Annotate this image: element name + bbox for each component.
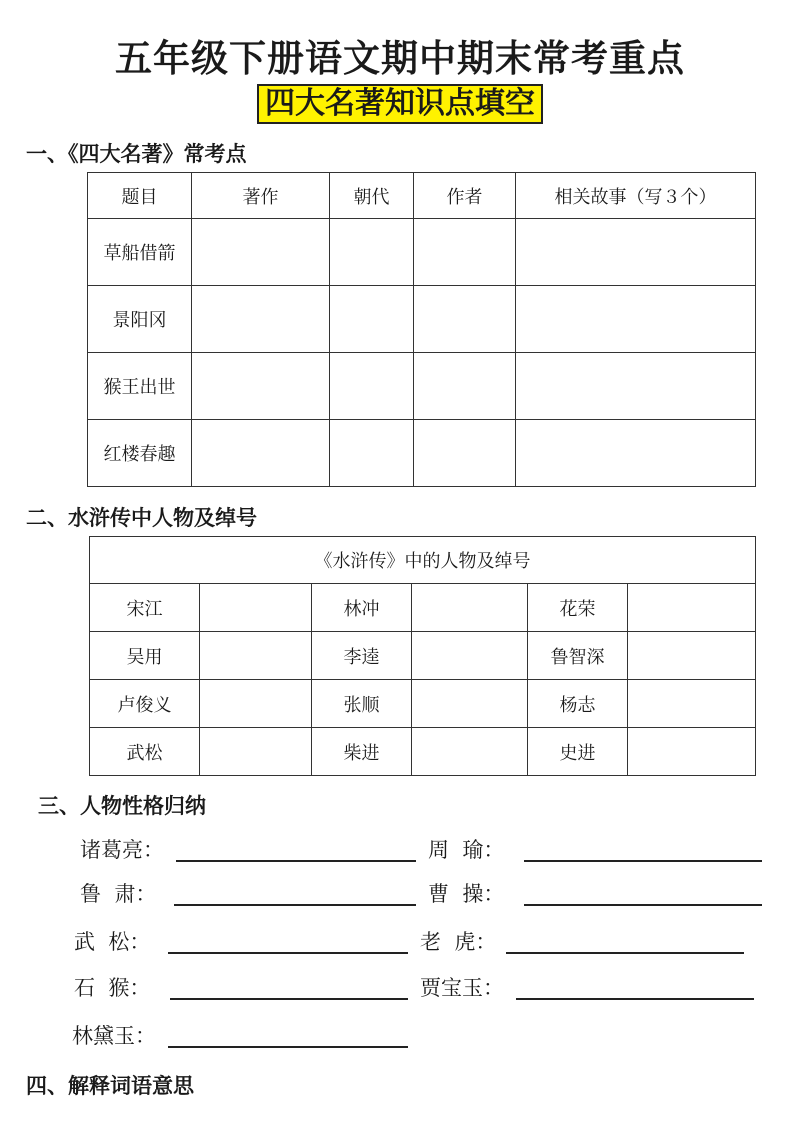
character-name: 鲁智深	[528, 632, 628, 680]
nickname-blank[interactable]	[412, 680, 528, 728]
blank-cell[interactable]	[414, 219, 516, 286]
answer-line[interactable]	[506, 952, 744, 954]
header-cell-dynasty: 朝代	[330, 173, 414, 219]
character-name: 卢俊义	[90, 680, 200, 728]
row-topic: 草船借箭	[88, 219, 192, 286]
trait-label: 林黛玉：	[72, 1024, 156, 1048]
table-row	[90, 632, 756, 680]
trait-row	[0, 878, 800, 910]
table-row	[88, 286, 756, 353]
character-name: 林冲	[312, 584, 412, 632]
trait-label: 武 松：	[74, 930, 151, 954]
blank-cell[interactable]	[330, 420, 414, 487]
answer-line[interactable]	[174, 904, 416, 906]
blank-cell[interactable]	[330, 219, 414, 286]
character-name: 张顺	[312, 680, 412, 728]
table-header-row	[88, 173, 756, 219]
answer-line[interactable]	[168, 1046, 408, 1048]
blank-cell[interactable]	[516, 353, 756, 420]
section1-heading: 一、《四大名著》常考点	[26, 141, 247, 166]
row-topic: 景阳冈	[88, 286, 192, 353]
trait-row	[0, 926, 800, 958]
header-cell-author: 作者	[414, 173, 516, 219]
nickname-blank[interactable]	[628, 728, 756, 776]
character-name: 吴用	[90, 632, 200, 680]
character-name: 花荣	[528, 584, 628, 632]
page-subtitle: 四大名著知识点填空	[257, 84, 543, 124]
trait-label: 周 瑜：	[428, 838, 505, 862]
section2-heading: 二、水浒传中人物及绰号	[26, 505, 257, 530]
blank-cell[interactable]	[516, 219, 756, 286]
water-margin-table	[89, 536, 756, 776]
trait-label: 老 虎：	[420, 930, 497, 954]
trait-label: 贾宝玉：	[420, 976, 504, 1000]
four-classics-table	[87, 172, 756, 487]
character-name: 宋江	[90, 584, 200, 632]
header-cell-stories: 相关故事（写３个）	[516, 173, 756, 219]
nickname-blank[interactable]	[200, 632, 312, 680]
blank-cell[interactable]	[330, 286, 414, 353]
header-cell-book: 著作	[192, 173, 330, 219]
character-name: 柴进	[312, 728, 412, 776]
blank-cell[interactable]	[414, 420, 516, 487]
nickname-blank[interactable]	[628, 584, 756, 632]
answer-line[interactable]	[176, 860, 416, 862]
table-caption: 《水浒传》中的人物及绰号	[90, 537, 756, 584]
blank-cell[interactable]	[192, 353, 330, 420]
trait-label: 曹 操：	[428, 882, 505, 906]
blank-cell[interactable]	[414, 286, 516, 353]
row-topic: 猴王出世	[88, 353, 192, 420]
table-row	[90, 584, 756, 632]
trait-label: 石 猴：	[74, 976, 151, 1000]
blank-cell[interactable]	[192, 286, 330, 353]
nickname-blank[interactable]	[412, 584, 528, 632]
section4-heading: 四、解释词语意思	[26, 1073, 194, 1098]
trait-label: 鲁 肃：	[80, 882, 157, 906]
answer-line[interactable]	[524, 904, 762, 906]
character-name: 武松	[90, 728, 200, 776]
trait-label: 诸葛亮：	[80, 838, 164, 862]
blank-cell[interactable]	[516, 420, 756, 487]
blank-cell[interactable]	[516, 286, 756, 353]
character-name: 李逵	[312, 632, 412, 680]
blank-cell[interactable]	[192, 219, 330, 286]
page-title: 五年级下册语文期中期末常考重点	[115, 36, 685, 80]
table-row	[90, 680, 756, 728]
table-row	[88, 420, 756, 487]
character-name: 史进	[528, 728, 628, 776]
nickname-blank[interactable]	[200, 680, 312, 728]
table-row	[88, 219, 756, 286]
answer-line[interactable]	[170, 998, 408, 1000]
answer-line[interactable]	[516, 998, 754, 1000]
nickname-blank[interactable]	[412, 728, 528, 776]
answer-line[interactable]	[168, 952, 408, 954]
character-name: 杨志	[528, 680, 628, 728]
blank-cell[interactable]	[330, 353, 414, 420]
table-row	[88, 353, 756, 420]
trait-row	[0, 972, 800, 1004]
section3-heading: 三、人物性格归纳	[38, 793, 206, 818]
table-row	[90, 728, 756, 776]
nickname-blank[interactable]	[628, 680, 756, 728]
nickname-blank[interactable]	[200, 584, 312, 632]
header-cell-topic: 题目	[88, 173, 192, 219]
trait-row	[0, 1020, 800, 1052]
blank-cell[interactable]	[192, 420, 330, 487]
row-topic: 红楼春趣	[88, 420, 192, 487]
nickname-blank[interactable]	[412, 632, 528, 680]
nickname-blank[interactable]	[200, 728, 312, 776]
trait-row	[0, 834, 800, 866]
answer-line[interactable]	[524, 860, 762, 862]
nickname-blank[interactable]	[628, 632, 756, 680]
blank-cell[interactable]	[414, 353, 516, 420]
